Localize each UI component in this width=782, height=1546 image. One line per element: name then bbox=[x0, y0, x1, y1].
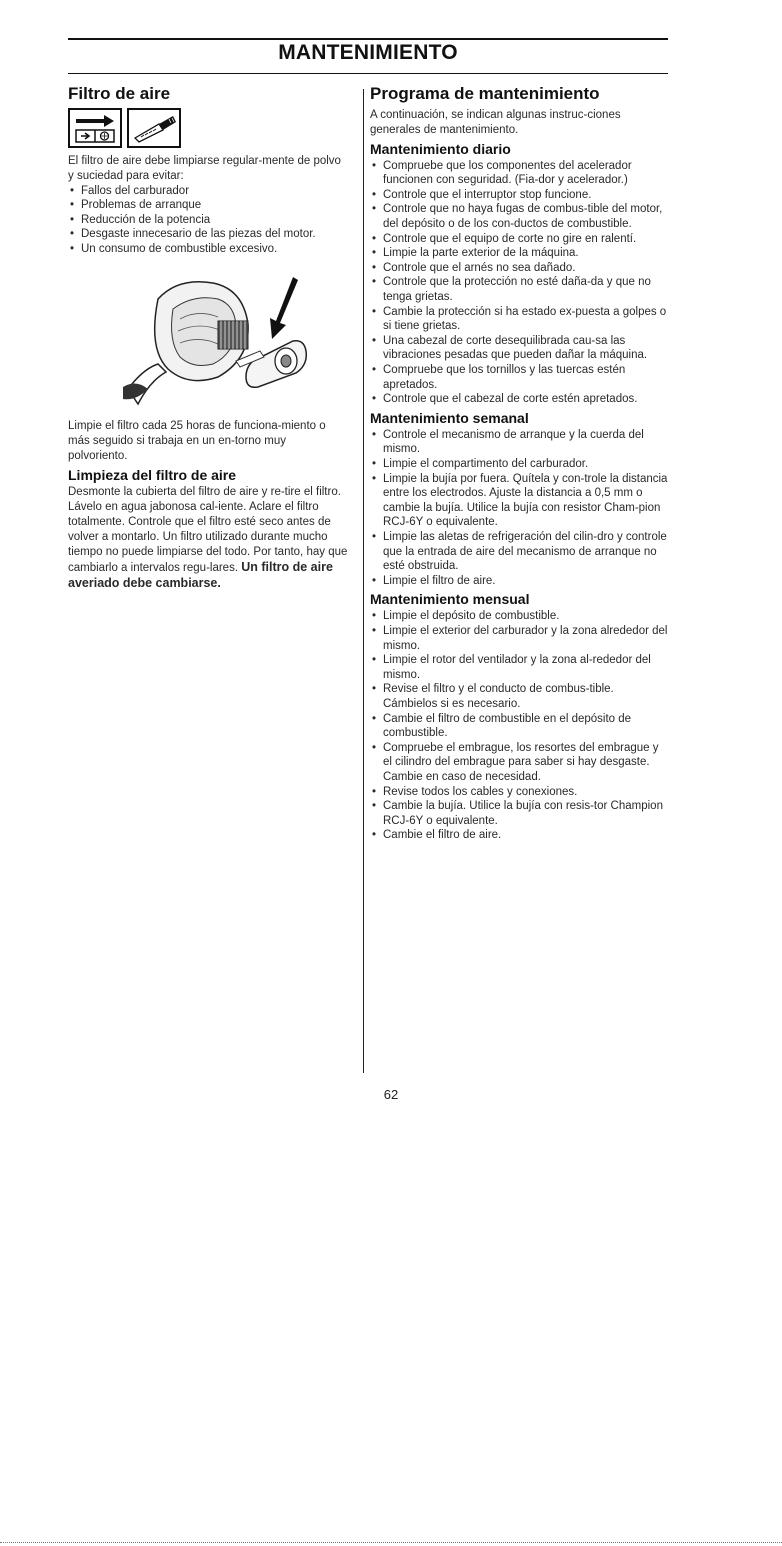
list-item: • Reducción de la potencia bbox=[68, 213, 348, 228]
list-item: • Controle que el interruptor stop funcione. bbox=[370, 188, 670, 203]
cleaning-warning: Un filtro de aire averiado debe cambiarse. bbox=[68, 559, 333, 590]
daily-list bbox=[370, 159, 670, 407]
list-item: • Desgaste innecesario de las piezas del motor. bbox=[68, 227, 348, 242]
schedule-intro: A continuación, se indican algunas instruc-ciones generales de mantenimiento. bbox=[370, 108, 621, 136]
list-item: • Controle el mecanismo de arranque y la cuerda del mismo. bbox=[370, 428, 670, 457]
air-filter-cleaning-icon bbox=[127, 108, 181, 148]
list-item: • Controle que el arnés no sea dañado. bbox=[370, 261, 670, 276]
list-item: • Limpie la bujía por fuera. Quítela y con-trole la distancia entre los electrodos. Ajuste la distancia a 0,5 mm o cambie la bujía. Utilice la bujía con resistor Cham-pion RCJ-6Y o equivalente. bbox=[370, 472, 670, 530]
list-item: • Compruebe el embrague, los resortes del embrague y el cilindro del embrague para saber si hay desgaste. Cambie en caso de necesidad. bbox=[370, 741, 670, 785]
list-item: • Limpie el exterior del carburador y la zona alrededor del mismo. bbox=[370, 624, 670, 653]
list-item: • Revise todos los cables y conexiones. bbox=[370, 785, 670, 800]
cleaning-interval-text: Limpie el filtro cada 25 horas de funciona-miento o más seguido si trabaja en un en-torno muy polvoriento. bbox=[68, 419, 326, 462]
list-item: • Cambie la bujía. Utilice la bujía con resis-tor Champion RCJ-6Y o equivalente. bbox=[370, 799, 670, 828]
list-item: • Fallos del carburador bbox=[68, 184, 348, 199]
weekly-list bbox=[370, 428, 670, 589]
maintenance-schedule-title: Programa de mantenimiento bbox=[370, 84, 600, 103]
list-item: • Limpie el filtro de aire. bbox=[370, 574, 670, 589]
daily-title: Mantenimiento diario bbox=[370, 140, 511, 157]
list-item: • Limpie el rotor del ventilador y la zona al-rededor del mismo. bbox=[370, 653, 670, 682]
title-rule bbox=[68, 73, 668, 74]
top-rule bbox=[68, 38, 668, 40]
list-item: • Compruebe que los componentes del acelerador funcionen con seguridad. (Fia-dor y acelerador.) bbox=[370, 159, 670, 188]
list-item: • Revise el filtro y el conducto de combus-tible. Cámbielos si es necesario. bbox=[370, 682, 670, 711]
cleaning-text bbox=[68, 485, 348, 592]
air-filter-bullets bbox=[68, 184, 348, 257]
cleaning-title: Limpieza del filtro de aire bbox=[68, 466, 237, 483]
list-item: • Limpie las aletas de refrigeración del cilin-dro y controle que la entrada de aire del mecanismo de arranque no esté obstruida. bbox=[370, 530, 670, 574]
monthly-title: Mantenimiento mensual bbox=[370, 591, 530, 608]
monthly-list bbox=[370, 609, 670, 843]
list-item: • Una cabezal de corte desequilibrada cau-sa las vibraciones pesadas que pueden dañar la máquina. bbox=[370, 334, 670, 363]
list-item: • Limpie el compartimento del carburador. bbox=[370, 457, 670, 472]
list-item: • Limpie la parte exterior de la máquina. bbox=[370, 246, 670, 261]
list-item: • Controle que el cabezal de corte estén apretados. bbox=[370, 392, 670, 407]
symbol-icons bbox=[68, 108, 348, 148]
list-item: • Cambie la protección si ha estado ex-puesta a golpes o si tiene grietas. bbox=[370, 305, 670, 334]
list-item: • Cambie el filtro de aire. bbox=[370, 828, 670, 843]
list-item: • Controle que la protección no esté daña-da y que no tenga grietas. bbox=[370, 275, 670, 304]
list-item: • Controle que el equipo de corte no gire en ralentí. bbox=[370, 232, 670, 247]
bottom-dotted-rule bbox=[0, 1542, 782, 1543]
column-divider bbox=[363, 89, 364, 1073]
arrow-right-filter-icon bbox=[68, 108, 122, 148]
left-column bbox=[68, 84, 348, 592]
air-filter-illustration bbox=[118, 269, 318, 409]
air-filter-intro: El filtro de aire debe limpiarse regular-mente de polvo y suciedad para evitar: bbox=[68, 154, 341, 182]
cleaning-body: Desmonte la cubierta del filtro de aire y re-tire el filtro. Lávelo en agua jabonosa cal-iente. Aclare el filtro totalmente. Controle que el filtro esté seco antes de volver a montarlo. Un filtro utilizado durante mucho tiempo no puede limpiarse del todo. Por tanto, hay que cambiarlo a intervalos regu-lares. bbox=[68, 485, 348, 574]
page-number: 62 bbox=[383, 1087, 399, 1102]
list-item: • Controle que no haya fugas de combus-tible del motor, del depósito o de los con-ductos de combustible. bbox=[370, 202, 670, 231]
right-column bbox=[370, 84, 670, 843]
weekly-title: Mantenimiento semanal bbox=[370, 409, 529, 426]
list-item: • Compruebe que los tornillos y las tuercas estén apretados. bbox=[370, 363, 670, 392]
page-title: MANTENIMIENTO bbox=[278, 41, 458, 64]
list-item: • Limpie el depósito de combustible. bbox=[370, 609, 670, 624]
list-item: • Problemas de arranque bbox=[68, 198, 348, 213]
list-item: • Un consumo de combustible excesivo. bbox=[68, 242, 348, 257]
air-filter-title: Filtro de aire bbox=[68, 84, 171, 103]
list-item: • Cambie el filtro de combustible en el depósito de combustible. bbox=[370, 712, 670, 741]
